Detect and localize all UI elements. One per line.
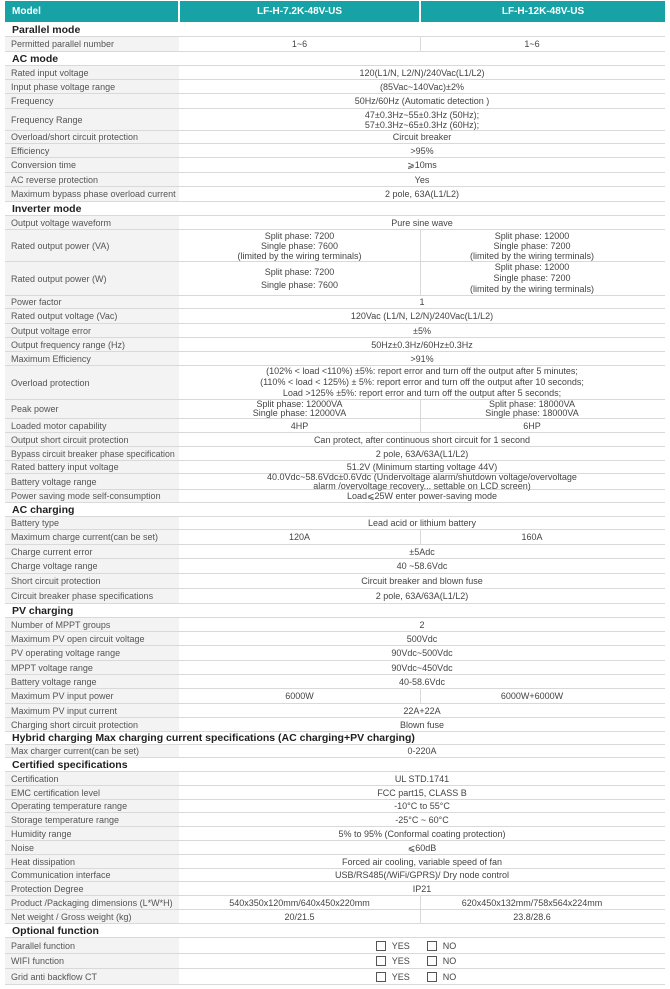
spec-row-wifi-function	[5, 954, 665, 969]
spec-row-frequency	[5, 94, 665, 109]
value-7-2k-net-weight-gross-weight-kg	[179, 910, 420, 923]
value-short-circuit-protection	[179, 574, 665, 588]
model-name-12k: LF-H-12K-48V-US	[421, 1, 665, 22]
value-line: ±5Adc	[409, 546, 435, 557]
value-line: 120A	[288, 531, 311, 542]
section-title: Hybrid charging Max charging current specifications (AC charging+PV charging)	[12, 732, 415, 744]
value-humidity-range	[179, 827, 665, 840]
value-line: ±5%	[413, 325, 431, 336]
value-line: 120(L1/N, L2/N)/240Vac(L1/L2)	[359, 67, 485, 78]
label-power-factor: Power factor	[5, 296, 179, 308]
value-line: FCC part15, CLASS B	[377, 787, 467, 798]
value-line: (85Vac~140Vac)±2%	[380, 81, 464, 92]
spec-row-grid-anti-backflow-ct	[5, 969, 665, 985]
value-maximum-bypass-phase-overload-current	[179, 187, 665, 201]
value-line: 1~6	[524, 38, 540, 49]
spec-row-rated-input-voltage	[5, 66, 665, 80]
label-frequency-range: Frequency Range	[5, 109, 179, 130]
section-row-inverter-mode	[5, 202, 665, 216]
section-title: Optional function	[12, 924, 99, 937]
spec-row-parallel-function	[5, 938, 665, 954]
label-max-charger-current-can-be-set: Max charger current(can be set)	[5, 745, 179, 757]
options-parallel-function	[179, 938, 665, 953]
spec-row-mppt-voltage-range	[5, 661, 665, 675]
value-7-2k-maximum-pv-input-power	[179, 689, 420, 703]
value-line: 540x350x120mm/640x450x220mm	[229, 897, 370, 908]
label-maximum-charge-current-can-be-set: Maximum charge current(can be set)	[5, 530, 179, 544]
value-12k-loaded-motor-capability	[420, 419, 665, 432]
value-battery-voltage-range	[179, 471, 665, 491]
label-charging-short-circuit-protection: Charging short circuit protection	[5, 718, 179, 731]
label-maximum-pv-input-current: Maximum PV input current	[5, 704, 179, 717]
option-yes-label: YES	[391, 956, 410, 966]
value-line: Single phase: 7200	[493, 240, 571, 251]
value-overload-short-circuit-protection	[179, 131, 665, 143]
spec-row-maximum-efficiency	[5, 352, 665, 366]
spec-row-rated-output-voltage-vac	[5, 309, 665, 324]
value-7-2k-rated-output-power-w	[179, 262, 420, 295]
spec-row-output-short-circuit-protection	[5, 433, 665, 447]
spec-row-power-factor	[5, 296, 665, 309]
spec-row-charging-short-circuit-protection	[5, 718, 665, 732]
value-input-phase-voltage-range	[179, 80, 665, 93]
option-no-label: NO	[442, 956, 457, 966]
options-wifi-function	[179, 954, 665, 968]
label-rated-output-power-w: Rated output power (W)	[5, 262, 179, 295]
label-peak-power: Peak power	[5, 400, 179, 418]
spec-row-frequency-range	[5, 109, 665, 131]
value-line: 40 ~58.6Vdc	[396, 560, 448, 571]
checkbox-icon	[427, 972, 437, 982]
option-yes-label: YES	[391, 940, 410, 951]
value-line: Single phase: 12000VA	[252, 408, 347, 418]
value-storage-temperature-range	[179, 813, 665, 826]
value-line: 50Hz±0.3Hz/60Hz±0.3Hz	[371, 339, 473, 350]
value-rated-output-voltage-vac	[179, 309, 665, 323]
label-net-weight-gross-weight-kg: Net weight / Gross weight (kg)	[5, 910, 179, 923]
value-line: Load >125% ±5%: report error and turn off the output after 5 seconds;	[282, 387, 562, 398]
value-line: 22A+22A	[403, 705, 441, 716]
section-row-pv-charging	[5, 604, 665, 618]
value-conversion-time	[179, 158, 665, 172]
value-7-2k-product-packaging-dimensions-l-w-h	[179, 896, 420, 909]
spec-row-operating-temperature-range	[5, 800, 665, 813]
value-overload-protection	[179, 366, 665, 399]
value-line: alarm /overvoltage recovery... settable on LCD screen)	[313, 480, 531, 491]
value-line: (limited by the wiring terminals)	[237, 250, 362, 261]
value-line: Can protect, after continuous short circuit for 1 second	[313, 434, 531, 445]
spec-row-efficiency	[5, 144, 665, 158]
value-line: Split phase: 7200	[264, 266, 335, 277]
value-communication-interface	[179, 869, 665, 881]
value-12k-product-packaging-dimensions-l-w-h	[420, 896, 665, 909]
value-line: (limited by the wiring terminals)	[469, 283, 595, 294]
value-12k-maximum-charge-current-can-be-set	[420, 530, 665, 544]
value-line: 90Vdc~450Vdc	[391, 662, 453, 673]
label-maximum-pv-open-circuit-voltage: Maximum PV open circuit voltage	[5, 632, 179, 645]
label-bypass-circuit-breaker-phase-specification: Bypass circuit breaker phase specification	[5, 447, 179, 460]
section-title: AC charging	[12, 503, 75, 516]
value-line: Single phase: 7600	[260, 279, 339, 290]
section-row-certified-specifications	[5, 758, 665, 772]
value-7-2k-peak-power	[179, 400, 420, 418]
spec-row-maximum-bypass-phase-overload-current	[5, 187, 665, 202]
value-charge-current-error	[179, 545, 665, 558]
value-line: ⩾10ms	[407, 159, 437, 170]
value-line: >95%	[410, 145, 434, 156]
label-rated-output-voltage-vac: Rated output voltage (Vac)	[5, 309, 179, 323]
section-title: Parallel mode	[12, 23, 81, 36]
options-grid-anti-backflow-ct	[179, 969, 665, 984]
value-line: 51.2V (Minimum starting voltage 44V)	[346, 461, 498, 472]
value-12k-maximum-pv-input-power	[420, 689, 665, 703]
label-output-voltage-waveform: Output voltage waveform	[5, 216, 179, 229]
value-12k-rated-output-power-va	[420, 230, 665, 261]
value-line: 2 pole, 63A/63A(L1/L2)	[375, 590, 469, 601]
value-line: 2 pole, 63A/63A(L1/L2)	[375, 448, 469, 459]
spec-row-humidity-range	[5, 827, 665, 841]
value-line: Pure sine wave	[391, 217, 453, 228]
label-humidity-range: Humidity range	[5, 827, 179, 840]
model-header-label: Model	[5, 1, 178, 22]
value-charge-voltage-range	[179, 559, 665, 573]
spec-row-short-circuit-protection	[5, 574, 665, 589]
spec-row-permitted-parallel-number	[5, 37, 665, 52]
label-battery-voltage-range: Battery voltage range	[5, 474, 179, 489]
value-output-voltage-error	[179, 324, 665, 337]
value-line: 57±0.3Hz~65±0.3Hz (60Hz);	[364, 119, 480, 130]
value-line: UL STD.1741	[394, 773, 450, 784]
label-charge-current-error: Charge current error	[5, 545, 179, 558]
checkbox-icon	[427, 956, 437, 966]
value-line: -25°C ~ 60°C	[395, 814, 449, 825]
label-conversion-time: Conversion time	[5, 158, 179, 172]
spec-row-output-voltage-waveform	[5, 216, 665, 230]
label-storage-temperature-range: Storage temperature range	[5, 813, 179, 826]
value-line: 4HP	[290, 420, 309, 431]
spec-row-battery-type	[5, 517, 665, 530]
value-noise	[179, 841, 665, 854]
spec-row-maximum-pv-input-power	[5, 689, 665, 704]
value-line: 500Vdc	[406, 633, 438, 644]
section-header-optional-function	[5, 924, 665, 937]
label-efficiency: Efficiency	[5, 144, 179, 157]
label-charge-voltage-range: Charge voltage range	[5, 559, 179, 573]
spec-row-pv-operating-voltage-range	[5, 646, 665, 661]
value-line: 40-58.6Vdc	[398, 676, 446, 687]
value-line: 20/21.5	[284, 911, 315, 922]
value-maximum-efficiency	[179, 352, 665, 365]
value-line: 6HP	[523, 420, 541, 431]
value-line: (102% < load <110%) ±5%: report error and turn off the output after 5 minutes;	[266, 366, 578, 377]
spec-row-net-weight-gross-weight-kg	[5, 910, 665, 924]
value-line: USB/RS485(/WiFi/GPRS)/ Dry node control	[334, 869, 510, 880]
value-bypass-circuit-breaker-phase-specification	[179, 447, 665, 460]
label-maximum-bypass-phase-overload-current: Maximum bypass phase overload current	[5, 187, 179, 201]
label-ac-reverse-protection: AC reverse protection	[5, 173, 179, 186]
section-header-inverter-mode	[5, 202, 665, 215]
value-line: 0-220A	[407, 745, 437, 756]
label-loaded-motor-capability: Loaded motor capability	[5, 419, 179, 432]
spec-row-peak-power	[5, 400, 665, 419]
label-mppt-voltage-range: MPPT voltage range	[5, 661, 179, 674]
value-line: Split phase: 12000	[494, 230, 570, 241]
label-output-short-circuit-protection: Output short circuit protection	[5, 433, 179, 446]
label-output-frequency-range-hz: Output frequency range (Hz)	[5, 338, 179, 351]
spec-row-input-phase-voltage-range	[5, 80, 665, 94]
checkbox-icon	[376, 956, 386, 966]
value-circuit-breaker-phase-specifications	[179, 589, 665, 603]
value-line: 47±0.3Hz~55±0.3Hz (50Hz);	[364, 109, 480, 120]
spec-sheet	[5, 0, 665, 985]
value-line: Split phase: 12000	[494, 262, 570, 273]
spec-row-battery-voltage-range	[5, 675, 665, 689]
value-line: 2 pole, 63A(L1/L2)	[384, 188, 460, 199]
spec-row-rated-output-power-w	[5, 262, 665, 296]
value-line: Forced air cooling, variable speed of fan	[341, 856, 503, 867]
label-permitted-parallel-number: Permitted parallel number	[5, 37, 179, 51]
label-noise: Noise	[5, 841, 179, 854]
value-maximum-pv-open-circuit-voltage	[179, 632, 665, 645]
value-line: 90Vdc~500Vdc	[391, 647, 453, 658]
section-row-ac-mode	[5, 52, 665, 66]
checkbox-icon	[376, 941, 386, 951]
value-output-voltage-waveform	[179, 216, 665, 229]
spec-row-number-of-mppt-groups	[5, 618, 665, 632]
label-operating-temperature-range: Operating temperature range	[5, 800, 179, 812]
spec-row-maximum-pv-open-circuit-voltage	[5, 632, 665, 646]
label-rated-input-voltage: Rated input voltage	[5, 66, 179, 79]
spec-row-loaded-motor-capability	[5, 419, 665, 433]
section-title: Inverter mode	[12, 202, 82, 215]
value-line: 23.8/28.6	[513, 911, 551, 922]
checkbox-icon	[376, 972, 386, 982]
value-line: Lead acid or lithium battery	[367, 517, 477, 528]
model-name-7-2k: LF-H-7.2K-48V-US	[180, 1, 419, 22]
section-row-ac-charging	[5, 503, 665, 517]
value-rated-input-voltage	[179, 66, 665, 79]
label-battery-type: Battery type	[5, 517, 179, 529]
value-maximum-pv-input-current	[179, 704, 665, 717]
value-emc-certification-level	[179, 786, 665, 799]
value-battery-type	[179, 517, 665, 529]
value-7-2k-rated-output-power-va	[179, 230, 420, 261]
value-line: 1~6	[291, 38, 308, 49]
spec-row-output-voltage-error	[5, 324, 665, 338]
spec-row-noise	[5, 841, 665, 855]
value-line: (limited by the wiring terminals)	[469, 250, 595, 261]
value-heat-dissipation	[179, 855, 665, 868]
label-rated-battery-input-voltage: Rated battery input voltage	[5, 461, 179, 473]
value-line: Load⩽25W enter power-saving mode	[346, 490, 498, 501]
label-short-circuit-protection: Short circuit protection	[5, 574, 179, 588]
spec-row-ac-reverse-protection	[5, 173, 665, 187]
section-header-ac-mode	[5, 52, 665, 65]
section-header-certified-specifications	[5, 758, 665, 771]
label-power-saving-mode-self-consumption: Power saving mode self-consumption	[5, 490, 179, 502]
value-frequency	[179, 94, 665, 108]
value-line: 40.0Vdc~58.6Vdc±0.6Vdc (Undervoltage alarm/shutdown voltage/overvoltage	[267, 471, 577, 482]
value-line: 6000W	[285, 690, 314, 701]
spec-row-battery-voltage-range	[5, 471, 665, 491]
value-number-of-mppt-groups	[179, 618, 665, 631]
section-row-parallel-mode	[5, 23, 665, 37]
value-power-saving-mode-self-consumption	[179, 490, 665, 502]
value-12k-rated-output-power-w	[420, 262, 665, 295]
value-ac-reverse-protection	[179, 173, 665, 186]
value-line: 2	[419, 619, 425, 630]
label-grid-anti-backflow-ct: Grid anti backflow CT	[5, 969, 179, 984]
value-line: Circuit breaker	[392, 131, 452, 142]
value-line: Single phase: 18000VA	[485, 408, 579, 418]
value-7-2k-maximum-charge-current-can-be-set	[179, 530, 420, 544]
spec-row-conversion-time	[5, 158, 665, 173]
value-frequency-range	[179, 109, 665, 130]
label-parallel-function: Parallel function	[5, 938, 179, 953]
section-title: AC mode	[12, 52, 59, 65]
spec-row-overload-protection	[5, 366, 665, 400]
spec-row-heat-dissipation	[5, 855, 665, 869]
value-pv-operating-voltage-range	[179, 646, 665, 660]
section-header-hybrid-charging-max-charging-current-specifications-ac-charging-pv-charging	[5, 732, 665, 744]
spec-row-emc-certification-level	[5, 786, 665, 800]
section-header-parallel-mode	[5, 23, 665, 36]
spec-row-circuit-breaker-phase-specifications	[5, 589, 665, 604]
value-efficiency	[179, 144, 665, 157]
value-line: Blown fuse	[399, 719, 445, 730]
spec-row-charge-voltage-range	[5, 559, 665, 574]
section-row-hybrid-charging-max-charging-current-specifications-ac-charging-pv-charging	[5, 732, 665, 745]
spec-rows	[5, 23, 665, 985]
label-communication-interface: Communication interface	[5, 869, 179, 881]
value-line: Single phase: 7200	[493, 273, 571, 284]
option-yes-label: YES	[391, 971, 410, 982]
value-12k-permitted-parallel-number	[420, 37, 665, 51]
section-header-ac-charging	[5, 503, 665, 516]
value-7-2k-permitted-parallel-number	[179, 37, 420, 51]
value-max-charger-current-can-be-set	[179, 745, 665, 757]
label-frequency: Frequency	[5, 94, 179, 108]
label-emc-certification-level: EMC certification level	[5, 786, 179, 799]
section-title: PV charging	[12, 604, 74, 617]
value-12k-net-weight-gross-weight-kg	[420, 910, 665, 923]
spec-row-certification	[5, 772, 665, 786]
value-line: (110% < load < 125%) ± 5%: report error and turn off the output after 10 seconds;	[260, 377, 584, 388]
spec-row-max-charger-current-can-be-set	[5, 745, 665, 758]
value-operating-temperature-range	[179, 800, 665, 812]
spec-row-output-frequency-range-hz	[5, 338, 665, 352]
spec-row-rated-output-power-va	[5, 230, 665, 262]
label-protection-degree: Protection Degree	[5, 882, 179, 895]
section-title: Certified specifications	[12, 758, 128, 771]
value-12k-peak-power	[420, 400, 665, 418]
label-input-phase-voltage-range: Input phase voltage range	[5, 80, 179, 93]
value-line: ⩽60dB	[407, 842, 437, 853]
label-overload-protection: Overload protection	[5, 366, 179, 399]
section-row-optional-function	[5, 924, 665, 938]
value-line: 160A	[521, 531, 543, 542]
value-protection-degree	[179, 882, 665, 895]
value-line: Split phase: 7200	[264, 230, 335, 241]
value-line: -10°C to 55°C	[394, 800, 450, 811]
label-rated-output-power-va: Rated output power (VA)	[5, 230, 179, 261]
value-line: >91%	[410, 353, 434, 364]
option-no-label: NO	[442, 971, 457, 982]
label-maximum-pv-input-power: Maximum PV input power	[5, 689, 179, 703]
value-power-factor	[179, 296, 665, 308]
label-overload-short-circuit-protection: Overload/short circuit protection	[5, 131, 179, 143]
label-product-packaging-dimensions-l-w-h: Product /Packaging dimensions (L*W*H)	[5, 896, 179, 909]
value-line: Yes	[414, 174, 430, 185]
spec-row-protection-degree	[5, 882, 665, 896]
spec-row-storage-temperature-range	[5, 813, 665, 827]
spec-row-maximum-charge-current-can-be-set	[5, 530, 665, 545]
value-line: Split phase: 12000VA	[256, 399, 343, 409]
value-line: 5% to 95% (Conformal coating protection)	[338, 828, 506, 839]
spec-row-product-packaging-dimensions-l-w-h	[5, 896, 665, 910]
value-line: 1	[419, 296, 425, 307]
spec-row-power-saving-mode-self-consumption	[5, 490, 665, 503]
value-battery-voltage-range	[179, 675, 665, 688]
value-line: Single phase: 7600	[260, 240, 339, 251]
spec-row-charge-current-error	[5, 545, 665, 559]
spec-row-overload-short-circuit-protection	[5, 131, 665, 144]
value-line: 120Vac (L1/N, L2/N)/240Vac(L1/L2)	[350, 310, 494, 321]
value-charging-short-circuit-protection	[179, 718, 665, 731]
label-maximum-efficiency: Maximum Efficiency	[5, 352, 179, 365]
value-line: Circuit breaker and blown fuse	[361, 575, 483, 586]
spec-row-maximum-pv-input-current	[5, 704, 665, 718]
option-no-label: NO	[442, 940, 457, 951]
label-heat-dissipation: Heat dissipation	[5, 855, 179, 868]
value-line: IP21	[412, 883, 432, 894]
label-battery-voltage-range: Battery voltage range	[5, 675, 179, 688]
spec-row-communication-interface	[5, 869, 665, 882]
label-wifi-function: WIFI function	[5, 954, 179, 968]
value-output-frequency-range-hz	[179, 338, 665, 351]
label-pv-operating-voltage-range: PV operating voltage range	[5, 646, 179, 660]
value-mppt-voltage-range	[179, 661, 665, 674]
value-certification	[179, 772, 665, 785]
table-header	[5, 1, 665, 23]
checkbox-icon	[427, 941, 437, 951]
label-certification: Certification	[5, 772, 179, 785]
value-output-short-circuit-protection	[179, 433, 665, 446]
section-header-pv-charging	[5, 604, 665, 617]
value-line: 50Hz/60Hz (Automatic detection )	[354, 95, 490, 106]
value-line: 620x450x132mm/758x564x224mm	[461, 897, 603, 908]
label-circuit-breaker-phase-specifications: Circuit breaker phase specifications	[5, 589, 179, 603]
value-line: 6000W+6000W	[500, 690, 564, 701]
spec-row-bypass-circuit-breaker-phase-specification	[5, 447, 665, 461]
label-output-voltage-error: Output voltage error	[5, 324, 179, 337]
label-number-of-mppt-groups: Number of MPPT groups	[5, 618, 179, 631]
value-line: Split phase: 18000VA	[489, 399, 575, 409]
value-7-2k-loaded-motor-capability	[179, 419, 420, 432]
